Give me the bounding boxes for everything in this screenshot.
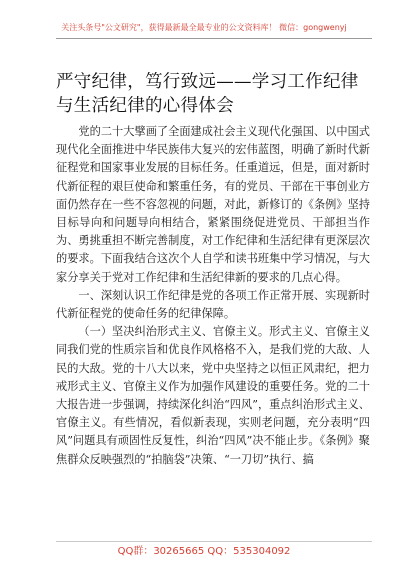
document-body bbox=[56, 123, 370, 469]
header-banner: 关注头条号"公文研究"，获得最新最全最专业的公文资料库！ 微信：gongwenyj bbox=[61, 23, 347, 32]
header-divider bbox=[56, 38, 372, 39]
section-heading-1: 一、深刻认识工作纪律是党的各项工作正常开展、实现新时代新征程党的使命任务的纪律保障。 bbox=[56, 288, 370, 321]
footer-divider bbox=[56, 541, 372, 542]
paragraph-subsection-1: （一）坚决纠治形式主义、官僚主义。形式主义、官僚主义同我们党的性质宗旨和优良作风格格不入，是我们党的大敌、人民的大敌。党的十八大以来，党中央坚持之以恒正风肃纪，把力戒形式主义、官僚主义作为加强作风建设的重要任务。党的二十大报告进一步强调，持续深化纠治“四风”，重点纠治形式主义、官僚主义。有些情况，看似新表现，实则老问题，充分表明“四风”问题具有顽固性反复性，纠治“四风”决不能止步。《条例》聚焦群众反映强烈的“拍脑袋”决策、“一刀切”执行、搞 bbox=[56, 325, 370, 466]
paragraph-intro: 党的二十大擘画了全面建成社会主义现代化强国、以中国式现代化全面推进中华民族伟大复兴的宏伟蓝图，明确了新时代新征程党和国家事业发展的目标任务。任重道远，但是，面对新时代新征程的艰巨使命和繁重任务，有的党员、干部在干事创业方面仍然存在一些不容忽视的问题，对此，新修订的《条例》坚持目标导向和问题导向相结合，紧紧围绕促进党员、干部担当作为、勇挑重担不断完善制度，对工作纪律和生活纪律有更深层次的要求。下面我结合这次个人自学和读书班集中学习情况，与大家分享关于党对工作纪律和生活纪律新的要求的几点心得。 bbox=[56, 125, 370, 284]
footer-banner: QQ群：30265665 QQ：535304092 bbox=[117, 546, 291, 557]
document-title: 严守纪律，笃行致远——学习工作纪律与生活纪律的心得体会 bbox=[56, 72, 359, 116]
